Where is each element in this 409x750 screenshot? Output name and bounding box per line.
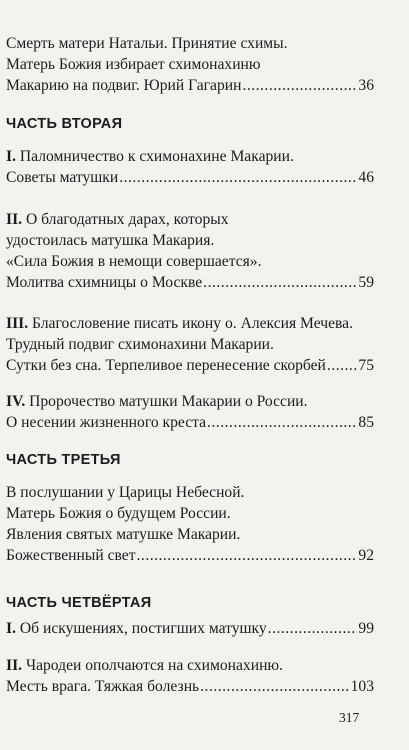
toc-entry-title: Макарию на подвиг. Юрий Гагарин [6,77,242,94]
roman-numeral: III. [6,315,29,332]
toc-line: Чародеи ополчаются на схимонахиню. [25,657,283,674]
toc-page-number: 59 [358,274,374,291]
page-number: 317 [339,710,360,725]
toc-line: Матерь Божия о будущем России. [6,505,231,522]
toc-entry-top [6,33,374,96]
toc-page-number: 75 [358,357,374,374]
toc-entry-title: Советы матушки [6,169,119,186]
toc-line: Паломничество к схимонахине Макарии. [19,148,294,165]
toc-entry-4-2 [6,655,374,697]
toc-leader-line [6,355,374,376]
toc-line: Пророчество матушки Макарии о России. [29,393,308,410]
toc-entry-4-1 [6,618,374,639]
toc-leader-line [6,75,374,96]
toc-line: Благословение писать икону о. Алексия Мечева. [32,315,353,332]
roman-numeral: II. [6,657,23,674]
part-heading-2: ЧАСТЬ ВТОРАЯ [6,116,123,132]
toc-page-number: 92 [358,547,374,564]
toc-line: Матерь Божия избирает схимонахиню [6,56,261,73]
toc-page-number: 99 [358,620,374,637]
toc-leader-line [6,412,374,433]
part-heading-3: ЧАСТЬ ТРЕТЬЯ [6,452,121,468]
toc-page-number: 36 [358,77,374,94]
toc-entry-2-4 [6,391,374,433]
toc-entry-title: Сутки без сна. Терпеливое перенесение скорбей [6,357,326,374]
toc-entry-title: Об искушениях, постигших матушку [19,620,267,637]
dot-leader [327,355,357,376]
toc-entry-title: О несении жизненного креста [6,414,207,431]
toc-line: О благодатных дарах, которых [25,211,229,228]
toc-entry-2-2 [6,209,374,293]
roman-numeral: IV. [6,393,26,410]
roman-numeral: I. [6,148,16,165]
toc-line: В послушании у Царицы Небесной. [6,484,245,501]
dot-leader [203,272,357,293]
toc-entry-2-1 [6,146,374,188]
dot-leader [207,412,357,433]
toc-leader-line [6,167,374,188]
toc-page-number: 46 [358,169,374,186]
toc-entry-title: Божественный свет [6,547,136,564]
toc-leader-line [6,618,374,639]
toc-line: Явления святых матушке Макарии. [6,526,241,543]
toc-entry-2-3 [6,313,374,376]
toc-entry-title: Молитва схимницы о Москве [6,274,203,291]
toc-entry-title: Месть врага. Тяжкая болезнь [6,678,200,695]
toc-leader-line [6,545,374,566]
toc-line: «Сила Божия в немощи совершается». [6,253,262,270]
dot-leader [119,167,357,188]
toc-entry-3 [6,482,374,566]
part-heading-4: ЧАСТЬ ЧЕТВЁРТАЯ [6,595,152,611]
toc-leader-line [6,676,374,697]
dot-leader [137,545,358,566]
toc-leader-line [6,272,374,293]
toc-line: удостоилась матушка Макария. [6,232,215,249]
roman-numeral: II. [6,211,23,228]
toc-line: Трудный подвиг схимонахини Макарии. [6,336,274,353]
dot-leader [242,75,357,96]
dot-leader [200,676,349,697]
toc-page-number: 85 [358,414,374,431]
toc-line: Смерть матери Натальи. Принятие схимы. [6,35,288,52]
roman-numeral: I. [6,620,16,637]
dot-leader [268,618,358,639]
toc-page-number: 103 [350,678,374,695]
